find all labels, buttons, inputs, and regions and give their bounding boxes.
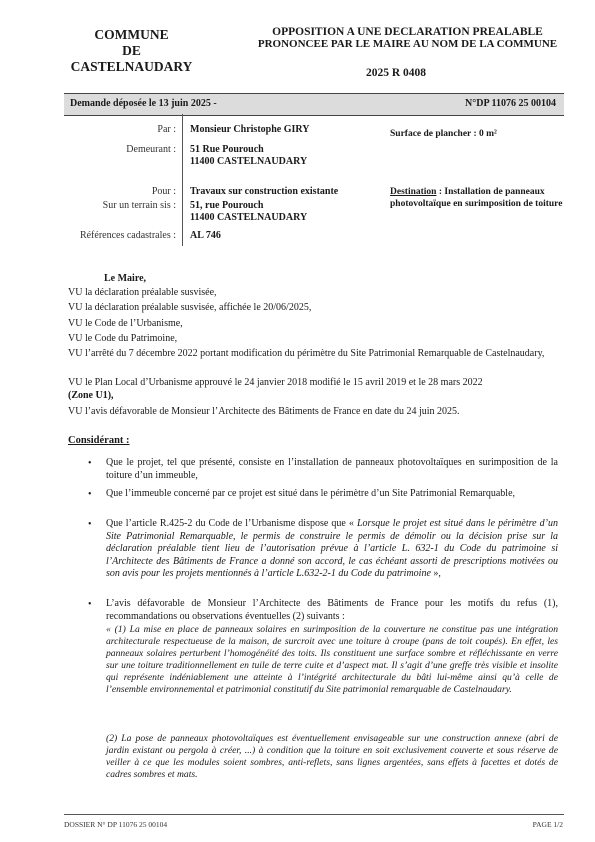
bullet-dot: • xyxy=(88,458,92,469)
destination-label: Destination xyxy=(390,187,437,197)
title-line-1: OPPOSITION A UNE DECLARATION PREALABLE xyxy=(272,26,543,38)
cadastral-ref: AL 746 xyxy=(190,230,221,241)
vu-2: VU la déclaration préalable susvisée, affichée le 20/06/2025, xyxy=(68,302,312,313)
address-line-2: 11400 CASTELNAUDARY xyxy=(190,156,308,167)
commune-name xyxy=(64,27,199,75)
footer-page: PAGE 1/2 xyxy=(532,820,563,829)
vu-4: VU le Code du Patrimoine, xyxy=(68,333,178,344)
dossier-number: N°DP 11076 25 00104 xyxy=(465,98,556,109)
bullet-dot: • xyxy=(88,599,92,610)
terrain-label: Sur un terrain sis : xyxy=(102,200,176,211)
considerant-3 xyxy=(106,518,558,581)
vu-1: VU la déclaration préalable susvisée, xyxy=(68,287,217,298)
works-type: Travaux sur construction existante xyxy=(190,186,339,197)
address-line-1: 51 Rue Pourouch xyxy=(190,144,264,155)
bullet-dot: • xyxy=(88,519,92,530)
applicant-name: Monsieur Christophe GIRY xyxy=(190,124,310,135)
demande-bar xyxy=(64,93,564,116)
considerant-heading: Considérant : xyxy=(68,435,130,446)
commune-line-3: CASTELNAUDARY xyxy=(70,59,193,74)
destination-value: : Installation de panneaux photovoltaïque en surimposition de toiture xyxy=(390,187,563,209)
footer-rule xyxy=(64,814,564,815)
vu-5: VU l’arrêté du 7 décembre 2022 portant modification du périmètre du Site Patrimonial Remarquable de Castelnaudary, xyxy=(68,348,545,359)
info-divider xyxy=(182,114,183,246)
vu-6 xyxy=(68,376,558,402)
destination xyxy=(390,187,565,210)
demeurant-label: Demeurant : xyxy=(126,144,176,155)
abf-quote-1: « (1) La mise en place de panneaux solaires en surimposition de la couverture ne constitue pas une intégration architecturale respectueuse de la maison, de surcroit avec une toiture à croupe (pans de toit coupés). En effet, les panneaux solaires perturbent l’homogénéité des toits. Ils constituent une surface sombre et réfléchissante en verre sur une toiture traditionnellement en tuile de terre cuite et d’aspect mat. Il s’agit d’une greffe très visible et insolite qui représente indéniablement une atteinte à l’intégrité architecturale du bâti lui-même ainsi qu’à celle de l’ensemble environnemental et patrimonial constitutif du Site patrimonial remarquable de Castelnaudary. xyxy=(106,624,558,695)
terrain-line-2: 11400 CASTELNAUDARY xyxy=(190,212,308,223)
commune-line-1: COMMUNE xyxy=(94,27,169,42)
considerant-1: Que le projet, tel que présenté, consiste en l’installation de panneaux photovoltaïques en surimposition de la toiture d’un immeuble, xyxy=(106,457,558,481)
le-maire: Le Maire, xyxy=(104,273,147,284)
vu-7: VU l’avis défavorable de Monsieur l’Architecte des Bâtiments de France en date du 24 juin 2025. xyxy=(68,406,460,417)
considerant-4: L’avis défavorable de Monsieur l’Architecte des Bâtiments de France pour les motifs du refus (1), recommandations ou observations éventuelles (2) suivants : xyxy=(106,598,558,622)
pour-label: Pour : xyxy=(151,186,176,197)
document-title xyxy=(245,26,570,50)
bullet-dot: • xyxy=(88,489,92,500)
considerant-3-intro: Que l’article R.425-2 du Code de l’Urbanisme dispose que « xyxy=(106,518,357,529)
cadastral-label: Références cadastrales : xyxy=(79,230,176,241)
vu-3: VU le Code de l’Urbanisme, xyxy=(68,318,183,329)
par-label: Par : xyxy=(157,124,176,135)
considerant-3-end: », xyxy=(430,568,441,579)
article-quote: Lorsque le projet est situé dans le périmètre d’un Site Patrimonial Remarquable, le permis de construire le permis de démolir ou la décision prise sur la déclaration préalable tient lieu de l’autorisation prévue à l’article L. 632-1 du Code du patrimoine si l’Architecte des Bâtiments de France a donné son accord, le cas échéant assorti de prescriptions motivées ou son avis pour les projets mentionnés à l’article L.632-2-1 du Code du patrimoine xyxy=(106,518,558,579)
demande-date: Demande déposée le 13 juin 2025 - xyxy=(70,98,217,109)
considerant-2: Que l’immeuble concerné par ce projet est situé dans le périmètre d’un Site Patrimonial Remarquable, xyxy=(106,488,516,499)
surface-plancher: Surface de plancher : 0 m² xyxy=(390,129,497,139)
applicant-address xyxy=(190,144,307,168)
arrete-number: 2025 R 0408 xyxy=(366,67,427,79)
zone-label: (Zone U1), xyxy=(68,390,114,401)
vu-6-text: VU le Plan Local d’Urbanisme approuvé le 24 janvier 2018 modifié le 15 avril 2019 et le 28 mars 2022 xyxy=(68,377,483,388)
terrain-line-1: 51, rue Pourouch xyxy=(190,200,264,211)
terrain-address xyxy=(190,200,307,224)
title-line-2: PRONONCEE PAR LE MAIRE AU NOM DE LA COMMUNE xyxy=(257,38,558,50)
commune-line-2: DE xyxy=(122,43,141,58)
footer-dossier: DOSSIER N° DP 11076 25 00104 xyxy=(64,820,168,829)
abf-quote-2: (2) La pose de panneaux photovoltaïques est éventuellement envisageable sur une construction annexe (abri de jardin existant ou pergola à créer, ...) à condition que la toiture en soit exclusivement couverte et sous réserve de veiller à ce que les modules soient sombres, anti-reflets, sans lignes argentées, sans effets à facettes et dotés de cadres sombres et mats. xyxy=(106,733,558,780)
